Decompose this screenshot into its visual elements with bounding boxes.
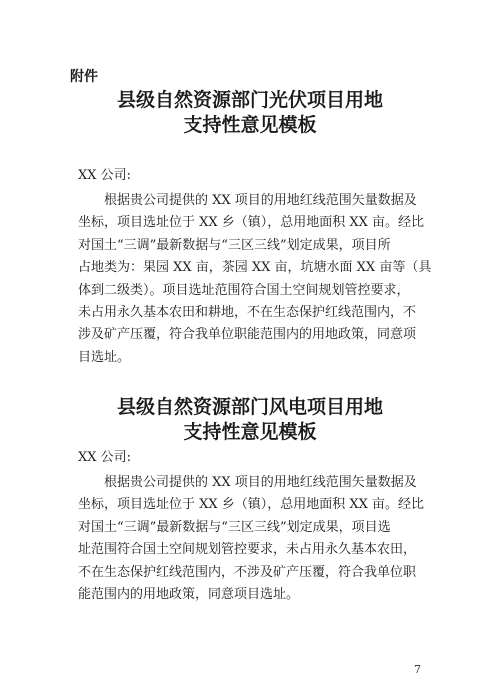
section2-title-line1: 县级自然资源部门风电项目用地 — [116, 396, 383, 418]
section1-title-line1: 县级自然资源部门光伏项目用地 — [116, 89, 383, 111]
section2-body-line: 不在生态保护红线范围内，不涉及矿产压覆，符合我单位职 — [78, 564, 417, 580]
attachment-label: 附件 — [70, 69, 98, 85]
section2-body-line: 能范围内的用地政策，同意项目选址。 — [78, 587, 300, 603]
section1-body-line: 未占用永久基本农田和耕地，不在生态保护红线范围内，不 — [78, 305, 417, 321]
section1-title-line2: 支持性意见模板 — [183, 114, 317, 136]
section1-body-paragraph — [78, 190, 438, 369]
section2-body-line: 址范围符合国土空间规划管控要求，未占用永久基本农田， — [78, 542, 417, 558]
section2-body-paragraph — [78, 472, 438, 606]
section1-body-line: 根据贵公司提供的 XX 项目的用地红线范围矢量数据及 — [104, 193, 417, 208]
page-number: 7 — [414, 663, 421, 676]
section1-body-line: 对国土“三调”最新数据与“三区三线”划定成果，项目所 — [78, 237, 391, 253]
section2-body-line: 坐标，项目选址位于 XX 乡（镇），总用地面积 XX 亩。经比 — [78, 497, 425, 513]
section1-body-line: 涉及矿产压覆，符合我单位职能范围内的用地政策，同意项 — [78, 327, 417, 343]
section1-body-line: 体到二级类）。项目选址范围符合国土空间规划管控要求， — [78, 282, 410, 298]
section2-title-line2: 支持性意见模板 — [183, 421, 317, 443]
section2-body-line: 对国土“三调”最新数据与“三区三线”划定成果，项目选 — [78, 519, 391, 535]
section1-salutation: XX 公司: — [78, 168, 132, 183]
section2-salutation: XX 公司: — [78, 450, 132, 465]
section1-body-line: 占地类为：果园 XX 亩，茶园 XX 亩，坑塘水面 XX 亩等（具 — [78, 260, 432, 276]
section1-body-line: 目选址。 — [78, 349, 131, 365]
section2-body-line: 根据贵公司提供的 XX 项目的用地红线范围矢量数据及 — [104, 475, 417, 490]
section1-body-line: 坐标，项目选址位于 XX 乡（镇），总用地面积 XX 亩。经比 — [78, 215, 425, 231]
